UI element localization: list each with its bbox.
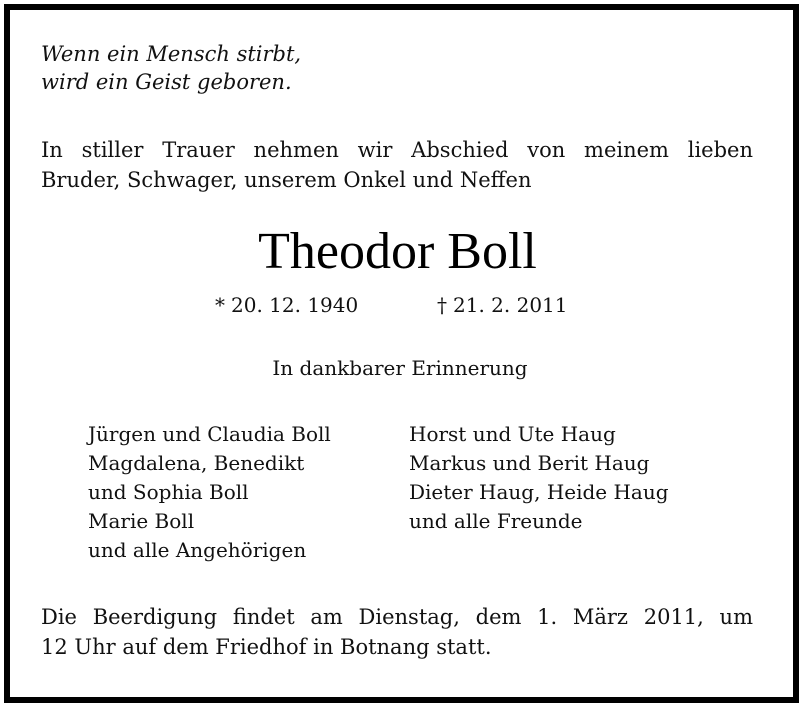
mourner-line: Dieter Haug, Heide Haug [409,480,669,504]
birth-date: 20. 12. 1940 [231,293,359,317]
mourner-line: und alle Angehörigen [88,538,307,562]
birth-star-icon: * [215,293,225,317]
funeral-notice [41,602,753,662]
remembrance-line: In dankbarer Erinnerung [272,356,528,380]
mourner-line: Marie Boll [88,509,195,533]
death-date: 21. 2. 2011 [453,293,568,317]
mourner-line: und alle Freunde [409,509,583,533]
mourner-line: Markus und Berit Haug [409,451,650,475]
mourner-line: Jürgen und Claudia Boll [88,422,331,446]
mourner-line: Horst und Ute Haug [409,422,616,446]
motto-line-1: Wenn ein Mensch stirbt, [41,42,302,66]
mourners-left-column [88,420,331,565]
birth-date-line [215,291,358,319]
deceased-name: Theodor Boll [258,223,537,280]
intro-line-1: In stiller Trauer nehmen wir Abschied von meinem lieben [41,138,753,162]
intro-text [41,135,753,195]
motto-quote [41,40,301,96]
mourner-line: Magdalena, Benedikt [88,451,305,475]
mourners-right-column [409,420,669,536]
funeral-line-1: Die Beerdigung findet am Dienstag, dem 1. März 2011, um [41,605,753,629]
funeral-line-2: 12 Uhr auf dem Friedhof in Botnang statt. [41,635,492,659]
mourner-line: und Sophia Boll [88,480,249,504]
motto-line-2: wird ein Geist geboren. [41,70,292,94]
intro-line-2: Bruder, Schwager, unserem Onkel und Neffen [41,168,532,192]
cross-icon: † [437,293,447,317]
death-date-line [437,291,568,319]
